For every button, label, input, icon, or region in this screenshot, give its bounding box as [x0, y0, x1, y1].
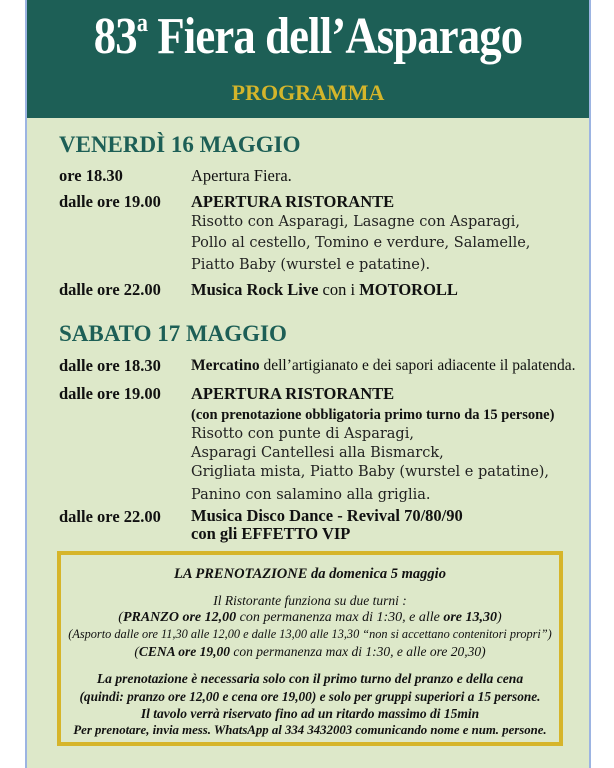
menu-line: Risotto con Asparagi, Lasagne con Asparagi,	[191, 214, 520, 230]
paren: (	[118, 610, 123, 625]
program-panel	[25, 0, 591, 768]
day-heading-saturday: SABATO 17 MAGGIO	[59, 321, 287, 346]
event-time: dalle ore 19.00	[59, 384, 161, 403]
booking-note: (quindi: pranzo ore 12,00 e cena ore 19,00) e solo per gruppi superiori a 15 persone.	[79, 689, 541, 704]
booking-info-box	[57, 551, 563, 746]
event-plain: con i	[318, 280, 360, 299]
lunch-second-time: ore 13,30	[443, 610, 498, 625]
booking-whatsapp-note: Per prenotare, invia mess. WhatsApp al 334 3432003 comunicando nome e num. persone.	[73, 723, 547, 737]
lunch-time: PRANZO ore 12,00	[122, 610, 237, 625]
event-desc	[191, 280, 458, 300]
page-title	[66, 6, 549, 68]
page-subtitle: PROGRAMMA	[231, 80, 385, 105]
title-superscript: a	[136, 8, 148, 37]
event-time: dalle ore 18.30	[59, 356, 161, 375]
event-plain: dell’artigianato e dei sapori adiacente il palatenda.	[259, 357, 576, 374]
menu-line: Piatto Baby (wurstel e patatine).	[191, 257, 431, 273]
booking-title-rest: da domenica 5 maggio	[307, 566, 446, 582]
menu-line: Grigliata mista, Piatto Baby (wurstel e patatine),	[191, 464, 550, 480]
event-time: dalle ore 22.00	[59, 507, 161, 526]
event-desc	[191, 356, 575, 376]
event-note: (con prenotazione obbligatoria primo turno da 15 persone)	[191, 407, 555, 423]
event-title: Musica Disco Dance - Revival 70/80/90	[191, 506, 463, 525]
booking-title-bold: LA PRENOTAZIONE	[174, 566, 308, 582]
menu-line: Asparagi Cantellesi alla Bismarck,	[191, 445, 444, 461]
title-number: 83	[93, 8, 137, 65]
event-time: ore 18.30	[59, 166, 123, 185]
day-heading-friday: VENERDÌ 16 MAGGIO	[59, 132, 301, 157]
booking-note: La prenotazione è necessaria solo con il primo turno del pranzo e della cena	[96, 671, 524, 686]
event-time: dalle ore 19.00	[59, 192, 161, 211]
event-desc	[191, 507, 463, 543]
header-banner	[27, 0, 589, 118]
booking-note: Il tavolo verrà riservato fino ad un ritardo massimo di 15min	[140, 706, 480, 721]
paren: )	[497, 610, 502, 625]
event-desc	[191, 192, 530, 276]
event-bold: Musica Rock Live	[191, 280, 319, 299]
booking-intro: Il Ristorante funziona su due turni :	[213, 593, 407, 608]
event-title: APERTURA RISTORANTE	[191, 192, 395, 211]
dinner-detail: con permanenza max di 1:30, e alle ore 20,30)	[230, 644, 486, 659]
dinner-time: CENA ore 19,00	[138, 644, 231, 659]
booking-title	[61, 566, 559, 583]
event-desc	[191, 384, 554, 506]
band-name: MOTOROLL	[359, 280, 458, 299]
event-bold: Mercatino	[191, 357, 260, 374]
menu-line: Risotto con punte di Asparagi,	[191, 426, 414, 442]
event-title: APERTURA RISTORANTE	[191, 384, 395, 403]
event-time: dalle ore 22.00	[59, 280, 161, 299]
booking-lunch	[61, 609, 559, 626]
band-name: con gli EFFETTO VIP	[191, 524, 351, 543]
title-text: Fiera dell’Asparago	[157, 8, 523, 65]
menu-line: Panino con salamino alla griglia.	[191, 487, 431, 503]
menu-line: Pollo al cestello, Tomino e verdure, Salamelle,	[191, 235, 531, 251]
booking-dinner	[61, 643, 559, 660]
lunch-detail: con permanenza max di 1:30, e alle	[236, 610, 444, 625]
paren: (	[134, 644, 139, 659]
event-text: Apertura Fiera.	[191, 166, 292, 185]
booking-takeaway: (Asporto dalle ore 11,30 alle 12,00 e dalle 13,00 alle 13,30 “non si accettano contenitori propri”)	[68, 627, 552, 641]
